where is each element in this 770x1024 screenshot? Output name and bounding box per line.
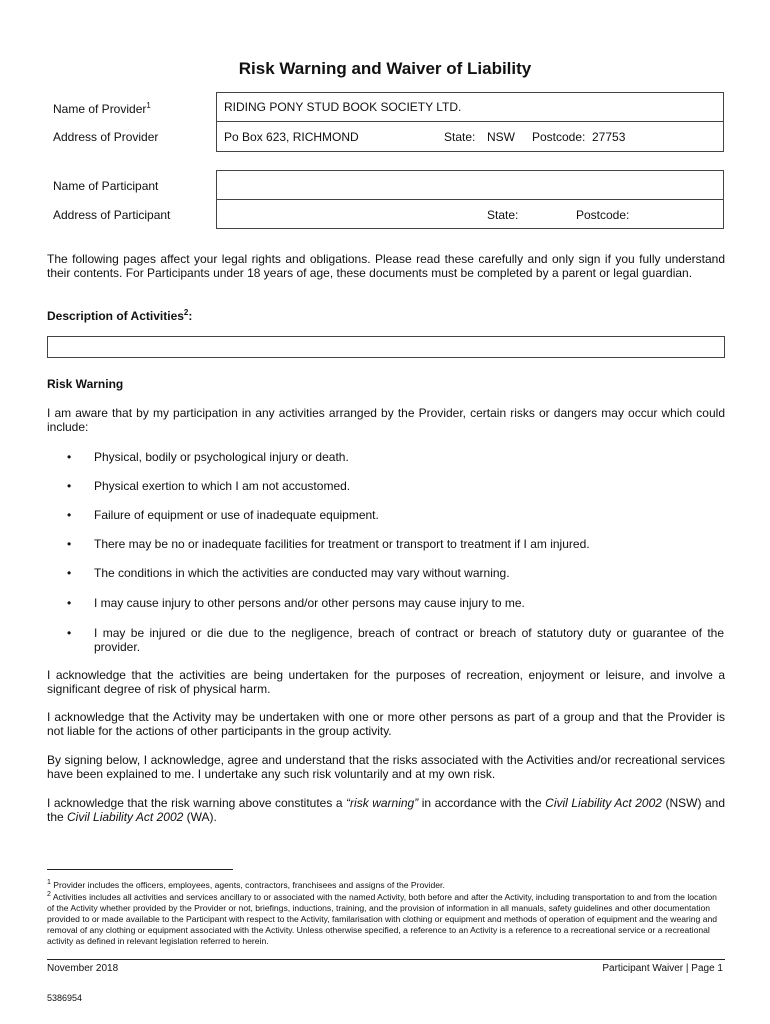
provider-state-field[interactable]: NSW [487, 130, 515, 144]
risk-item: Physical exertion to which I am not accustomed. [94, 479, 351, 493]
acknowledgement-paragraph-3: By signing below, I acknowledge, agree and understand that the risks associated with the Activities and/or recreational services have been explained to me. I undertake any such risk voluntarily and at my own risk. [47, 753, 725, 781]
activities-description-field[interactable] [47, 336, 725, 358]
activities-heading: Description of Activities$^2$: [47, 308, 193, 323]
risk-item: I may be injured or die due to the negligence, breach of contract or breach of statutory duty or guarantee of the provider. [94, 626, 724, 654]
bullet-icon: • [67, 450, 72, 464]
footnote-ref-1: 1 [146, 101, 151, 110]
bullet-icon: • [67, 596, 72, 610]
participant-address-field[interactable] [224, 208, 479, 224]
participant-postcode-label: Postcode: [576, 208, 630, 222]
provider-postcode-field[interactable]: 27753 [592, 130, 626, 144]
footnote-1: $^1$ Provider includes the officers, employees, agents, contractors, franchisees and assigns of the Provider. [47, 879, 445, 890]
participant-state-label: State: [487, 208, 519, 222]
document-number: 5386954 [47, 993, 83, 1003]
participant-name-label: Name of Participant [53, 179, 159, 193]
bullet-icon: • [67, 479, 72, 493]
bullet-icon: • [67, 508, 72, 522]
footnote-separator [47, 869, 233, 870]
provider-name-field[interactable]: RIDING PONY STUD BOOK SOCIETY LTD. [224, 100, 462, 114]
risk-item: I may cause injury to other persons and/or other persons may cause injury to me. [94, 596, 525, 610]
intro-paragraph: The following pages affect your legal rights and obligations. Please read these carefully and only sign if you fully understand their contents. For Participants under 18 years of age, these documents must be completed by a parent or legal guardian. [47, 252, 725, 280]
footer-page-label: Participant Waiver | Page 1 [602, 963, 723, 974]
provider-address-label: Address of Provider [53, 130, 159, 144]
provider-name-label: Name of Provider$^1$ [53, 101, 151, 116]
bullet-icon: • [67, 626, 72, 640]
participant-name-field[interactable] [224, 178, 714, 194]
provider-address-field[interactable]: Po Box 623, RICHMOND [224, 130, 359, 144]
risk-item: Failure of equipment or use of inadequate equipment. [94, 508, 379, 522]
risk-item: The conditions in which the activities are conducted may vary without warning. [94, 566, 510, 580]
footnote-2: $^2$ Activities includes all activities and services ancillary to or associated with the named Activity, both before and after the Activity, including transportation to and from the location of the Activity whether provided by the Provider or not, briefings, inductions, training, and the provision of information in all manuals, safety guidelines and other documentation provided to or made available to the Participant with respect to the Activity, familarisation with clothing or equipment and methods of operation of equipment and the wearing and removal of any clothing or equipment associated with the Activity. Unless otherwise specified, a reference to an Activity is a reference to a recreational service or a recreational activity as defined in relevant legislation referred to herein. [47, 891, 718, 946]
risk-item: There may be no or inadequate facilities for treatment or transport to treatment if I am injured. [94, 537, 590, 551]
bullet-icon: • [67, 537, 72, 551]
document-title: Risk Warning and Waiver of Liability [238, 59, 532, 78]
risk-warning-heading: Risk Warning [47, 377, 124, 391]
bullet-icon: • [67, 566, 72, 580]
participant-address-label: Address of Participant [53, 208, 171, 222]
acknowledgement-paragraph-4: I acknowledge that the risk warning above constitutes a “risk warning” in accordance with the Civil Liability Act 2002 (NSW) and the Civil Liability Act 2002 (WA). [47, 796, 725, 824]
footer-rule [47, 959, 725, 960]
provider-postcode-label: Postcode: [532, 130, 586, 144]
risk-item: Physical, bodily or psychological injury or death. [94, 450, 349, 464]
footnote-ref-2: 2 [183, 308, 189, 317]
acknowledgement-paragraph-2: I acknowledge that the Activity may be undertaken with one or more other persons as part of a group and that the Provider is not liable for the actions of other participants in the group activity. [47, 710, 725, 738]
acknowledgement-paragraph-1: I acknowledge that the activities are being undertaken for the purposes of recreation, enjoyment or leisure, and involve a significant degree of risk of physical harm. [47, 668, 725, 696]
footer-date: November 2018 [47, 963, 119, 974]
risk-warning-lead: I am aware that by my participation in any activities arranged by the Provider, certain risks or dangers may occur which could include: [47, 406, 725, 434]
participant-box-divider [216, 199, 724, 200]
provider-state-label: State: [444, 130, 476, 144]
provider-box-divider [216, 121, 724, 122]
